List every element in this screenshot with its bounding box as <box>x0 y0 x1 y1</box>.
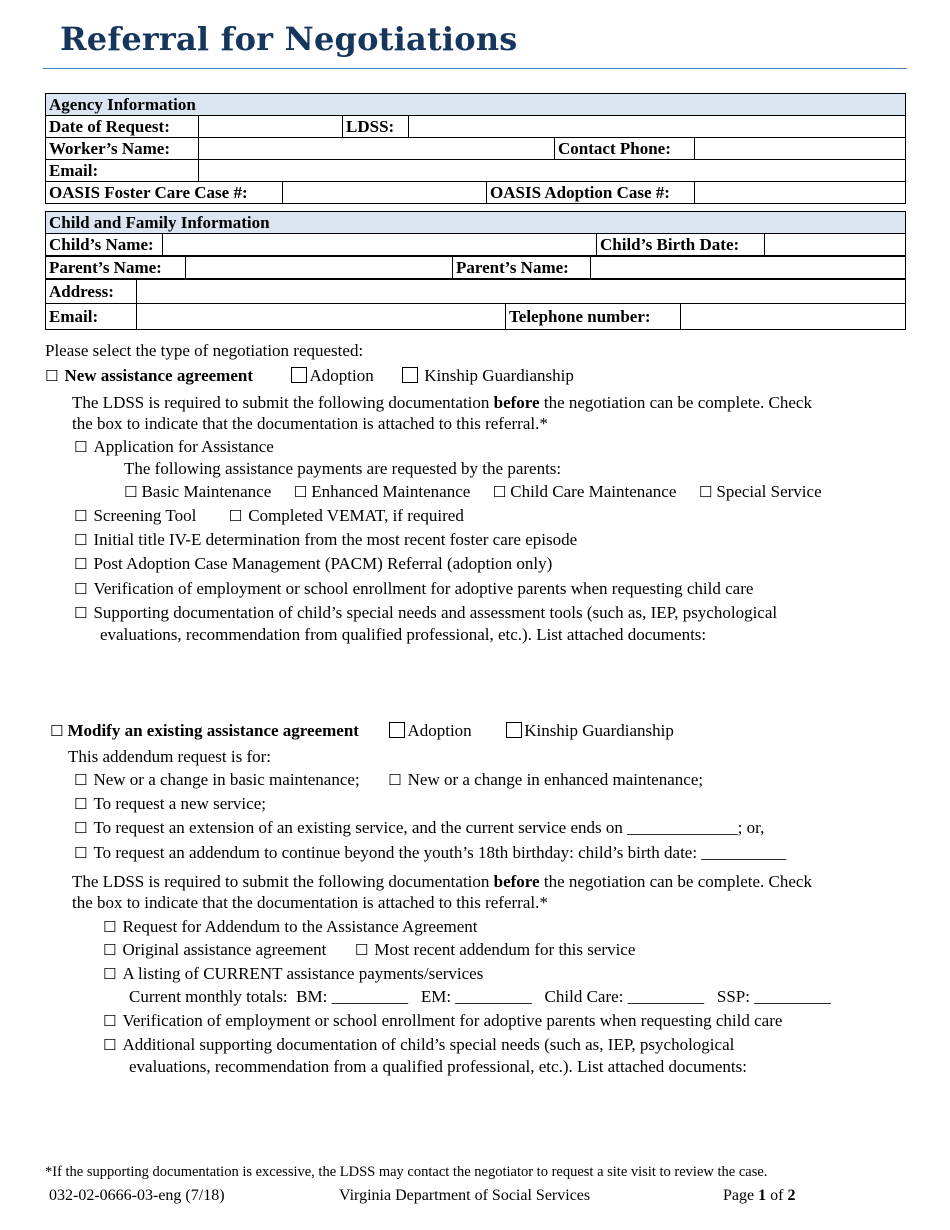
basic-maintenance-checkbox[interactable]: ☐ <box>124 483 138 501</box>
child-email-label: Email: <box>46 304 137 330</box>
modify-verification-row <box>103 1011 782 1031</box>
modify-kinship-label: Kinship Guardianship <box>524 721 674 740</box>
new-agreement-checkbox[interactable]: ☐ <box>45 367 59 385</box>
modify-verification-label: Verification of employment or school enrollment for adoptive parents when requesting child care <box>122 1011 783 1030</box>
title-ive-label: Initial title IV-E determination from the most recent foster care episode <box>93 530 578 549</box>
modify-agreement-label: Modify an existing assistance agreement <box>67 721 359 740</box>
contact-phone-label: Contact Phone: <box>555 138 695 160</box>
footnote: *If the supporting documentation is excessive, the LDSS may contact the negotiator to request a site visit to review the case. <box>45 1164 768 1180</box>
application-checkbox[interactable]: ☐ <box>74 438 88 456</box>
agency-info-table <box>45 93 906 116</box>
basic-change-checkbox[interactable]: ☐ <box>74 771 88 789</box>
additional-row <box>103 1035 734 1055</box>
agency-row-worker <box>45 137 906 160</box>
modify-kinship-checkbox[interactable] <box>506 722 522 738</box>
select-prompt: Please select the type of negotiation requested: <box>45 341 364 360</box>
child-care-maintenance-label: Child Care Maintenance <box>510 482 677 501</box>
agency-row-date <box>45 115 906 138</box>
new-verification-label: Verification of employment or school enrollment for adoptive parents when requesting child care <box>93 579 754 598</box>
original-agreement-row <box>103 940 635 960</box>
modify-verification-checkbox[interactable]: ☐ <box>103 1012 117 1030</box>
child-email-field[interactable] <box>137 304 506 330</box>
ldss-label: LDSS: <box>343 116 409 138</box>
title-ive-row <box>74 530 577 550</box>
modify-adoption-label: Adoption <box>407 721 472 740</box>
new-doc-intro <box>72 393 812 413</box>
child-name-label: Child’s Name: <box>46 234 163 256</box>
modify-adoption-checkbox[interactable] <box>389 722 405 738</box>
addendum-intro: This addendum request is for: <box>68 747 272 766</box>
new-kinship-checkbox[interactable] <box>402 367 418 383</box>
vemat-label: Completed VEMAT, if required <box>248 506 464 525</box>
pacm-label: Post Adoption Case Management (PACM) Referral (adoption only) <box>93 554 553 573</box>
listing-checkbox[interactable]: ☐ <box>103 965 117 983</box>
pacm-checkbox[interactable]: ☐ <box>74 555 88 573</box>
agency-email-field[interactable] <box>199 160 906 182</box>
basic-maintenance-label: Basic Maintenance <box>141 482 272 501</box>
oasis-foster-care-label: OASIS Foster Care Case #: <box>46 182 283 204</box>
agency-email-label: Email: <box>46 160 199 182</box>
child-row-name <box>45 233 906 256</box>
agency-row-email <box>45 159 906 182</box>
child-row-parents <box>45 256 906 279</box>
new-doc-intro-text-b: the negotiation can be complete. Check <box>539 393 812 412</box>
request-addendum-checkbox[interactable]: ☐ <box>103 918 117 936</box>
original-agreement-checkbox[interactable]: ☐ <box>103 941 117 959</box>
basic-change-label: New or a change in basic maintenance; <box>93 770 360 789</box>
recent-addendum-label: Most recent addendum for this service <box>374 940 636 959</box>
modify-doc-intro <box>72 872 812 892</box>
title-ive-checkbox[interactable]: ☐ <box>74 531 88 549</box>
new-verification-checkbox[interactable]: ☐ <box>74 580 88 598</box>
oasis-foster-care-field[interactable] <box>283 182 487 204</box>
continue-label: To request an addendum to continue beyond the youth’s 18th birthday: child’s birth date: __________ <box>93 843 787 862</box>
modify-doc-intro-text-a: The LDSS is required to submit the following documentation <box>72 872 494 891</box>
oasis-adoption-label: OASIS Adoption Case #: <box>487 182 695 204</box>
address-label: Address: <box>46 280 137 304</box>
page-number <box>723 1187 795 1205</box>
agency-row-oasis <box>45 181 906 204</box>
footer-agency: Virginia Department of Social Services <box>339 1187 591 1204</box>
pacm-row <box>74 554 552 574</box>
new-service-row <box>74 794 266 814</box>
parent-2-name-field[interactable] <box>591 257 906 279</box>
current-monthly-totals: Current monthly totals: BM: _________ EM: _________ Child Care: _________ SSP: _________ <box>129 987 831 1006</box>
modify-agreement-row <box>50 721 674 741</box>
worker-name-field[interactable] <box>199 138 555 160</box>
parent-1-name-label: Parent’s Name: <box>46 257 186 279</box>
worker-name-label: Worker’s Name: <box>46 138 199 160</box>
screening-tool-checkbox[interactable]: ☐ <box>74 507 88 525</box>
supporting-checkbox[interactable]: ☐ <box>74 604 88 622</box>
new-agreement-row <box>45 366 574 386</box>
modify-doc-intro-line2: the box to indicate that the documentation is attached to this referral.* <box>72 893 548 912</box>
additional-checkbox[interactable]: ☐ <box>103 1036 117 1054</box>
vemat-checkbox[interactable]: ☐ <box>228 507 243 525</box>
continue-row <box>74 843 786 863</box>
original-agreement-label: Original assistance agreement <box>122 940 327 959</box>
request-addendum-label: Request for Addendum to the Assistance Agreement <box>122 917 478 936</box>
screening-tool-label: Screening Tool <box>93 506 197 525</box>
parent-2-name-label: Parent’s Name: <box>453 257 591 279</box>
modify-agreement-checkbox[interactable]: ☐ <box>50 722 64 740</box>
listing-label: A listing of CURRENT assistance payments/services <box>122 964 484 983</box>
extension-checkbox[interactable]: ☐ <box>74 819 88 837</box>
child-care-maintenance-checkbox[interactable]: ☐ <box>492 483 507 501</box>
special-service-label: Special Service <box>716 482 822 501</box>
additional-label-line2: evaluations, recommendation from a qualified professional, etc.). List attached documents: <box>129 1057 747 1076</box>
page-prefix: Page <box>723 1187 759 1204</box>
listing-row <box>103 964 483 984</box>
new-agreement-label: New assistance agreement <box>64 366 253 385</box>
modify-doc-intro-text-b: the negotiation can be complete. Check <box>539 872 812 891</box>
child-birth-date-label: Child’s Birth Date: <box>597 234 765 256</box>
payments-intro: The following assistance payments are requested by the parents: <box>124 459 562 478</box>
additional-label-line1: Additional supporting documentation of child’s special needs (such as, IEP, psychological <box>122 1035 735 1054</box>
child-name-field[interactable] <box>163 234 597 256</box>
recent-addendum-checkbox[interactable]: ☐ <box>354 941 369 959</box>
modify-doc-intro-bold: before <box>493 872 540 891</box>
new-verification-row <box>74 579 753 599</box>
contact-phone-field[interactable] <box>695 138 906 160</box>
new-adoption-label: Adoption <box>309 366 374 385</box>
new-service-label: To request a new service; <box>93 794 266 813</box>
address-field[interactable] <box>137 280 906 304</box>
special-service-checkbox[interactable]: ☐ <box>698 483 713 501</box>
extension-label: To request an extension of an existing service, and the current service ends on _____________; or, <box>93 818 765 837</box>
agency-info-header: Agency Information <box>46 94 906 116</box>
supporting-row <box>74 603 777 623</box>
child-birth-date-field[interactable] <box>765 234 906 256</box>
page-total: 2 <box>787 1187 796 1204</box>
new-doc-intro-line2: the box to indicate that the documentation is attached to this referral.* <box>72 414 548 433</box>
enhanced-maintenance-label: Enhanced Maintenance <box>311 482 471 501</box>
screening-row <box>74 506 464 526</box>
maintenance-change-row <box>74 770 703 790</box>
supporting-label-line1: Supporting documentation of child’s special needs and assessment tools (such as, IEP, psychological <box>93 603 778 622</box>
new-doc-intro-text-a: The LDSS is required to submit the following documentation <box>72 393 494 412</box>
date-of-request-field[interactable] <box>199 116 343 138</box>
date-of-request-label: Date of Request: <box>46 116 199 138</box>
child-info-table <box>45 211 906 234</box>
telephone-label: Telephone number: <box>506 304 681 330</box>
page-current: 1 <box>758 1187 767 1204</box>
new-adoption-checkbox[interactable] <box>291 367 307 383</box>
new-doc-intro-bold: before <box>493 393 540 412</box>
application-row <box>74 437 274 457</box>
parent-1-name-field[interactable] <box>186 257 453 279</box>
page-of: of <box>766 1187 788 1204</box>
payments-row <box>124 482 822 502</box>
ldss-field[interactable] <box>409 116 906 138</box>
extension-row <box>74 818 764 838</box>
enhanced-change-checkbox[interactable]: ☐ <box>388 771 402 789</box>
continue-checkbox[interactable]: ☐ <box>74 844 88 862</box>
title-divider <box>43 68 907 69</box>
enhanced-change-label: New or a change in enhanced maintenance; <box>407 770 704 789</box>
child-row-address <box>45 279 906 304</box>
child-info-header: Child and Family Information <box>46 212 906 234</box>
page-title: Referral for Negotiations <box>60 20 518 58</box>
oasis-adoption-field[interactable] <box>695 182 906 204</box>
application-label: Application for Assistance <box>93 437 274 456</box>
new-service-checkbox[interactable]: ☐ <box>74 795 88 813</box>
new-kinship-label: Kinship Guardianship <box>424 366 574 385</box>
supporting-label-line2: evaluations, recommendation from qualified professional, etc.). List attached documents: <box>100 625 707 644</box>
enhanced-maintenance-checkbox[interactable]: ☐ <box>293 483 308 501</box>
telephone-field[interactable] <box>681 304 906 330</box>
request-addendum-row <box>103 917 478 937</box>
form-number: 032-02-0666-03-eng (7/18) <box>49 1187 225 1204</box>
child-row-email <box>45 303 906 330</box>
